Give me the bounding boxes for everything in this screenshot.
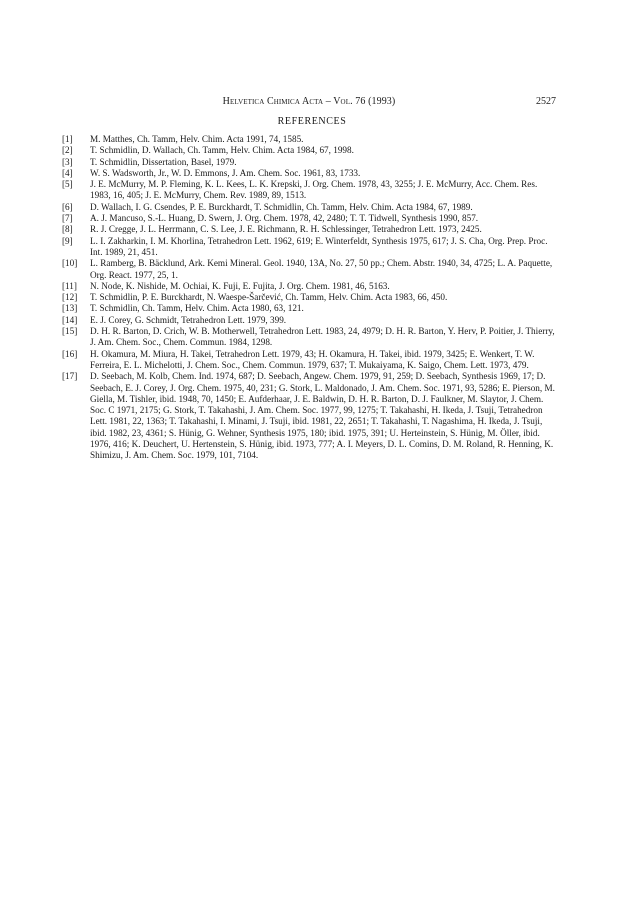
reference-item xyxy=(62,145,558,156)
reference-text: A. J. Mancuso, S.-L. Huang, D. Swern, J. Org. Chem. 1978, 42, 2480; T. T. Tidwell, Synthesis 1990, 857. xyxy=(90,213,479,224)
reference-number: [1] xyxy=(62,134,73,144)
reference-list xyxy=(62,134,558,462)
reference-number: [6] xyxy=(62,201,73,212)
reference-item xyxy=(62,179,558,202)
reference-number: [17] xyxy=(62,371,78,382)
reference-number: [14] xyxy=(62,314,78,325)
reference-text: N. Node, K. Nishide, M. Ochiai, K. Fuji, E. Fujita, J. Org. Chem. 1981, 46, 5163. xyxy=(90,280,390,291)
reference-text: R. J. Cregge, J. L. Herrmann, C. S. Lee, J. E. Richmann, R. H. Schlessinger, Tetrahedron Lett. 1973, 2425. xyxy=(90,224,482,235)
reference-number: [16] xyxy=(62,348,78,359)
reference-number: [8] xyxy=(62,224,73,235)
reference-item xyxy=(62,292,558,303)
reference-item xyxy=(62,281,558,292)
reference-item xyxy=(62,168,558,179)
reference-number: [3] xyxy=(62,156,73,167)
reference-item xyxy=(62,236,558,259)
page-number: 2527 xyxy=(536,96,556,107)
reference-text: D. H. R. Barton, D. Crich, W. B. Motherwell, Tetrahedron Lett. 1983, 24, 4979; D. H. R. Barton, Y. Herv, P. Poitier, J. Thierry, J. Am. Chem. Soc., Chem. Commun. 1984, 1298. xyxy=(90,326,555,348)
reference-text: T. Schmidlin, D. Wallach, Ch. Tamm, Helv. Chim. Acta 1984, 67, 1998. xyxy=(90,145,354,156)
reference-item xyxy=(62,349,558,372)
reference-item xyxy=(62,258,558,281)
reference-text: D. Wallach, I. G. Csendes, P. E. Burckhardt, T. Schmidlin, Ch. Tamm, Helv. Chim. Acta 1984, 67, 1989. xyxy=(90,201,473,212)
reference-text: T. Schmidlin, Ch. Tamm, Helv. Chim. Acta 1980, 63, 121. xyxy=(90,303,304,314)
reference-item xyxy=(62,213,558,224)
reference-text: H. Okamura, M. Miura, H. Takei, Tetrahedron Lett. 1979, 43; H. Okamura, H. Takei, ibid. 1979, 3425; E. Wenkert, T. W. Ferreira, E. L. Michelotti, J. Chem. Soc., Chem. Commun. 1979, 637; T. Mukaiyama, K. Saigo, Chem. Lett. 1973, 479. xyxy=(90,348,535,370)
reference-text: J. E. McMurry, M. P. Fleming, K. L. Kees, L. K. Krepski, J. Org. Chem. 1978, 43, 3255; J. E. McMurry, Acc. Chem. Res. 1983, 16, 405; J. E. McMurry, Chem. Rev. 1989, 89, 1513. xyxy=(90,179,538,201)
reference-item xyxy=(62,202,558,213)
reference-number: [11] xyxy=(62,280,77,291)
reference-item xyxy=(62,303,558,314)
reference-text: T. Schmidlin, Dissertation, Basel, 1979. xyxy=(90,156,237,167)
reference-item xyxy=(62,371,558,461)
reference-number: [2] xyxy=(62,145,73,156)
reference-number: [15] xyxy=(62,326,78,337)
reference-number: [13] xyxy=(62,303,78,314)
reference-text: L. I. Zakharkin, I. M. Khorlina, Tetrahedron Lett. 1962, 619; E. Winterfeldt, Synthesis 1975, 617; J. S. Cha, Org. Prep. Proc. Int. 1989, 21, 451. xyxy=(90,235,548,257)
journal-title: Helvetica Chimica Acta – Vol. 76 (1993) xyxy=(222,96,396,107)
reference-number: [4] xyxy=(62,167,73,178)
reference-number: [12] xyxy=(62,292,78,303)
reference-text: W. S. Wadsworth, Jr., W. D. Emmons, J. Am. Chem. Soc. 1961, 83, 1733. xyxy=(90,167,361,178)
reference-number: [7] xyxy=(62,213,73,224)
reference-text: E. J. Corey, G. Schmidt, Tetrahedron Lett. 1979, 399. xyxy=(90,314,287,325)
reference-text: L. Ramberg, B. Bäcklund, Ark. Kemi Mineral. Geol. 1940, 13A, No. 27, 50 pp.; Chem. Abstr. 1940, 34, 4725; L. A. Paquette, Org. React. 1977, 25, 1. xyxy=(90,258,553,280)
reference-item xyxy=(62,315,558,326)
running-header xyxy=(62,96,556,110)
reference-item xyxy=(62,326,558,349)
reference-number: [10] xyxy=(62,258,78,269)
reference-number: [5] xyxy=(62,179,73,190)
reference-text: T. Schmidlin, P. E. Burckhardt, N. Waespe-Šarčević, Ch. Tamm, Helv. Chim. Acta 1983, 66, 450. xyxy=(90,292,448,303)
reference-text: M. Matthes, Ch. Tamm, Helv. Chim. Acta 1991, 74, 1585. xyxy=(90,134,304,144)
reference-item xyxy=(62,157,558,168)
reference-item xyxy=(62,134,558,145)
references-heading: REFERENCES xyxy=(277,116,347,127)
reference-item xyxy=(62,224,558,235)
reference-text: D. Seebach, M. Kolb, Chem. Ind. 1974, 687; D. Seebach, Angew. Chem. 1979, 91, 259; D. Seebach, Synthesis 1969, 17; D. Seebach, E. J. Corey, J. Org. Chem. 1975, 40, 231; G. Stork, L. Maldonado, J. Am. Chem. Soc. 1971, 93, 5286; E. Pierson, M. Giella, M. Tishler, ibid. 1948, 70, 1450; E. Aufderhaar, J. E. Baldwin, D. H. R. Barton, D. J. Faulkner, M. Slaytor, J. Chem. Soc. C 1971, 2175; G. Stork, T. Takahashi, J. Am. Chem. Soc. 1977, 99, 1275; T. Takahashi, H. Ikeda, J. Tsuji, Tetrahedron Lett. 1981, 22, 1363; T. Takahashi, I. Minami, J. Tsuji, ibid. 1981, 22, 2651; T. Takahashi, T. Nagashima, H. Ikeda, J. Tsuji, ibid. 1982, 23, 4361; S. Hünig, G. Wehner, Synthesis 1975, 180; ibid. 1975, 391; U. Herteinstein, S. Hünig, M. Öller, ibid. 1976, 416; K. Deuchert, U. Hertenstein, S. Hünig, ibid. 1973, 777; A. I. Meyers, D. L. Comins, D. M. Roland, R. Henning, K. Shimizu, J. Am. Chem. Soc. 1979, 101, 7104. xyxy=(90,371,555,461)
reference-number: [9] xyxy=(62,235,73,246)
